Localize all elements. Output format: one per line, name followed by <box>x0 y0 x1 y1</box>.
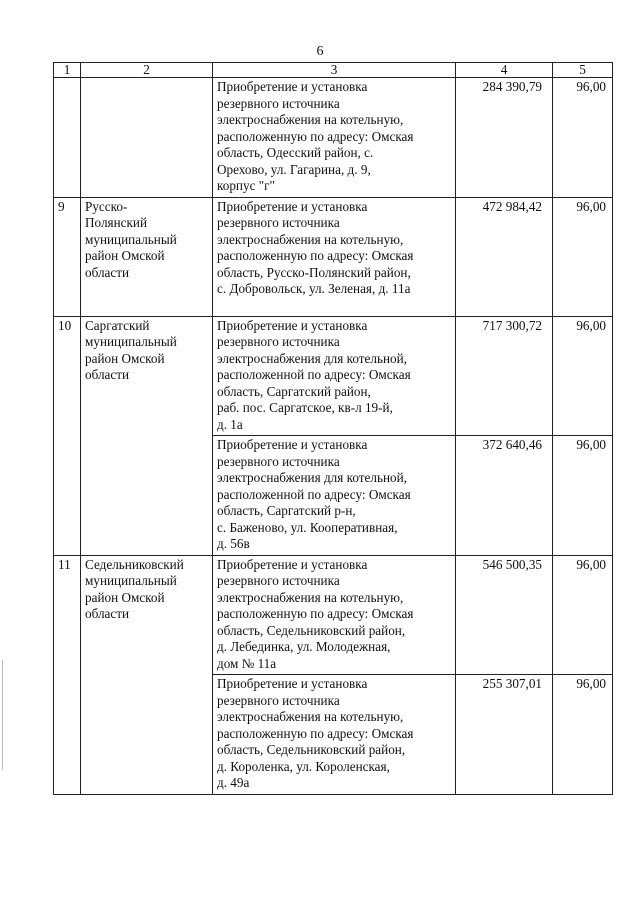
table-row <box>54 197 613 316</box>
description-line: электроснабжения для котельной, <box>217 350 407 366</box>
district-cell <box>81 316 213 555</box>
description-line: область, Саргатский р-н, <box>217 503 356 518</box>
description-line: Приобретение и установка <box>217 437 368 452</box>
description-line: область, Русско-Полянский район, <box>217 264 411 280</box>
description-line: Приобретение и установка <box>217 198 368 214</box>
description-line: электроснабжения для котельной, <box>217 470 407 485</box>
description-line: д. Короленка, ул. Короленская, <box>217 758 390 774</box>
description-line: Приобретение и установка <box>217 556 368 572</box>
description-cell <box>213 436 456 556</box>
description-line: д. Лебединка, ул. Молодежная, <box>217 639 391 654</box>
description-line: область, Саргатский район, <box>217 383 371 399</box>
amount-cell: 472 984,42 <box>456 197 553 316</box>
column-header: 4 <box>456 63 553 78</box>
description-line: Приобретение и установка <box>217 317 368 333</box>
column-header: 2 <box>81 63 213 78</box>
percent-cell: 96,00 <box>553 555 613 675</box>
description-line: резервного источника <box>217 334 340 349</box>
description-line: резервного источника <box>217 453 340 469</box>
description-line: расположенную по адресу: Омская <box>217 606 414 621</box>
column-header: 3 <box>213 63 456 78</box>
row-number: 9 <box>54 197 81 316</box>
row-number: 10 <box>54 316 81 555</box>
description-line: Орехово, ул. Гагарина, д. 9, <box>217 161 371 177</box>
description-cell <box>213 316 456 436</box>
district-line: район Омской <box>85 350 165 366</box>
percent-cell: 96,00 <box>553 78 613 198</box>
description-line: область, Седельниковский район, <box>217 742 406 757</box>
district-line: район Омской <box>85 589 165 605</box>
description-line: Приобретение и установка <box>217 79 368 94</box>
row-number: 11 <box>54 555 81 794</box>
description-line: д. 1а <box>217 416 243 432</box>
description-line: электроснабжения на котельную, <box>217 709 404 724</box>
amount-cell: 372 640,46 <box>456 436 553 556</box>
table-row <box>54 78 613 198</box>
district-line: муниципальный <box>85 573 177 588</box>
description-line: Приобретение и установка <box>217 676 368 691</box>
percent-cell: 96,00 <box>553 197 613 316</box>
amount-cell: 546 500,35 <box>456 555 553 675</box>
column-header: 1 <box>54 63 81 78</box>
district-line: области <box>85 606 130 621</box>
district-cell <box>81 197 213 316</box>
percent-cell: 96,00 <box>553 436 613 556</box>
description-line: электроснабжения на котельную, <box>217 112 404 127</box>
description-line: расположенной по адресу: Омская <box>217 367 411 382</box>
description-line: расположенную по адресу: Омская <box>217 725 414 741</box>
row-number <box>54 78 81 198</box>
description-cell <box>213 78 456 198</box>
description-line: д. 56в <box>217 536 250 551</box>
table-row <box>54 316 613 436</box>
page-number: 6 <box>316 44 324 59</box>
description-line: резервного источника <box>217 692 340 708</box>
percent-cell: 96,00 <box>553 316 613 436</box>
description-cell <box>213 197 456 316</box>
description-line: расположенную по адресу: Омская <box>217 248 414 263</box>
description-line: д. 49а <box>217 775 250 790</box>
description-line: раб. пос. Саргатское, кв-л 19-й, <box>217 400 393 415</box>
description-line: с. Баженово, ул. Кооперативная, <box>217 519 398 535</box>
district-line: Седельниковский <box>85 556 184 572</box>
district-cell <box>81 555 213 794</box>
district-line: области <box>85 264 130 280</box>
allocation-table <box>53 62 613 795</box>
percent-cell: 96,00 <box>553 675 613 795</box>
description-cell <box>213 675 456 795</box>
district-line: Полянский <box>85 215 148 230</box>
description-line: электроснабжения на котельную, <box>217 589 404 605</box>
description-line: дом № 11а <box>217 655 277 671</box>
district-cell <box>81 78 213 198</box>
description-line: область, Одесский район, с. <box>217 145 374 160</box>
table-header-row <box>54 63 613 78</box>
table-row <box>54 555 613 675</box>
description-line: расположенной по адресу: Омская <box>217 486 411 502</box>
description-line: область, Седельниковский район, <box>217 622 406 638</box>
description-line: электроснабжения на котельную, <box>217 231 404 247</box>
district-line: муниципальный <box>85 334 177 349</box>
description-cell <box>213 555 456 675</box>
district-line: Саргатский <box>85 317 150 333</box>
amount-cell: 284 390,79 <box>456 78 553 198</box>
description-line: резервного источника <box>217 573 340 588</box>
district-line: район Омской <box>85 248 165 263</box>
description-line: корпус "г" <box>217 178 275 193</box>
amount-cell: 255 307,01 <box>456 675 553 795</box>
blank-line <box>217 298 451 314</box>
description-line: резервного источника <box>217 215 340 230</box>
amount-cell: 717 300,72 <box>456 316 553 436</box>
district-line: муниципальный <box>85 231 177 247</box>
scan-artifact <box>2 660 3 770</box>
column-header: 5 <box>553 63 613 78</box>
description-line: резервного источника <box>217 95 340 111</box>
district-line: Русско- <box>85 198 128 214</box>
district-line: области <box>85 367 130 382</box>
description-line: расположенную по адресу: Омская <box>217 128 414 144</box>
description-line: с. Добровольск, ул. Зеленая, д. 11а <box>217 281 411 296</box>
